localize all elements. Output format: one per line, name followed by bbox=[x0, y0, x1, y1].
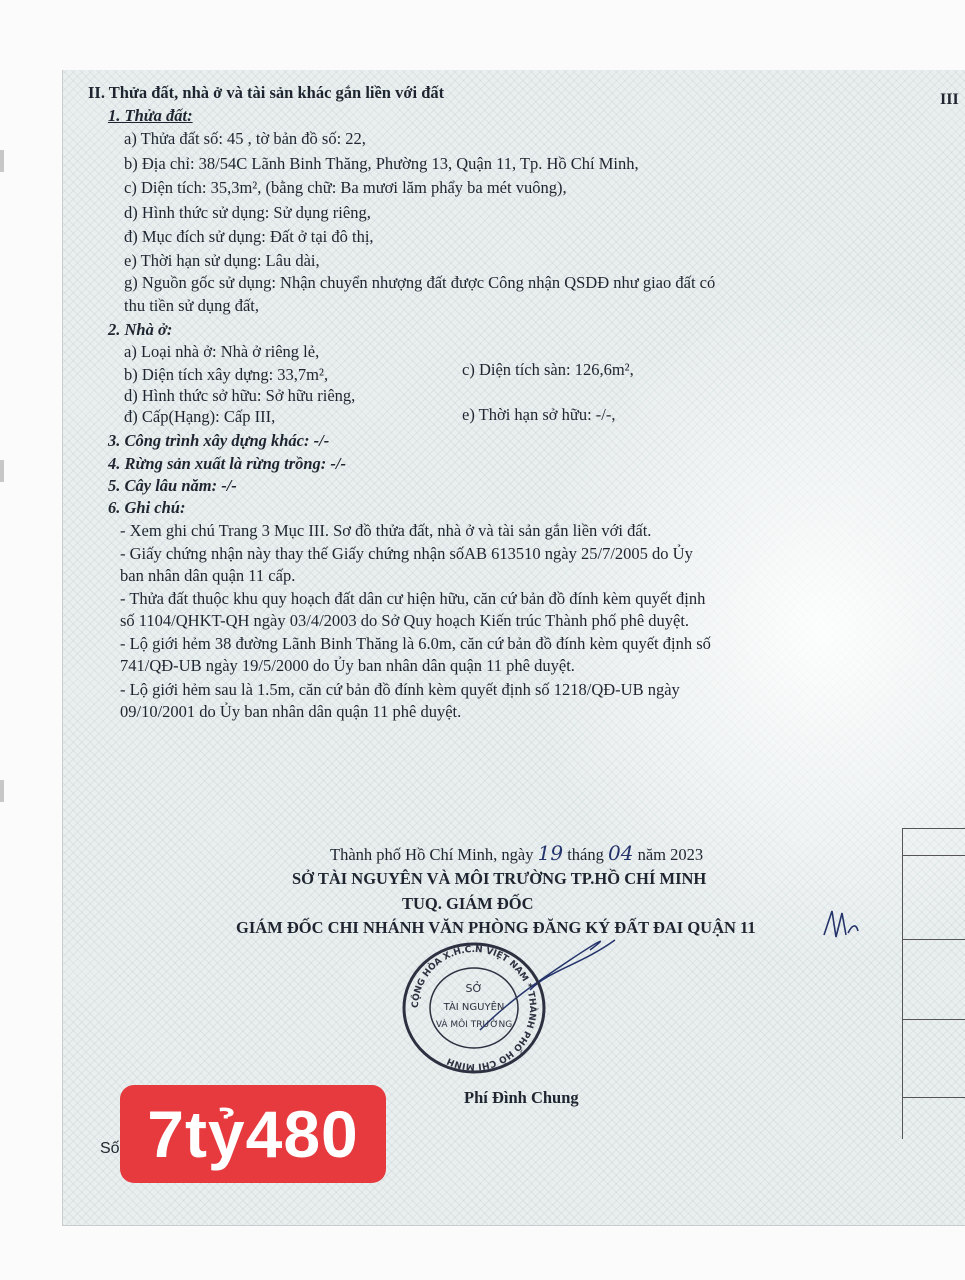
margin-table bbox=[902, 828, 965, 1139]
house-ownership-term: e) Thời hạn sở hữu: -/-, bbox=[462, 405, 616, 424]
seal-center-line: SỞ bbox=[465, 982, 483, 995]
corner-section-label: III bbox=[940, 91, 959, 108]
date-month-word: tháng bbox=[567, 845, 604, 864]
note-line: - Lộ giới hẻm sau là 1.5m, căn cứ bản đồ đính kèm quyết định số 1218/QĐ-UB ngày bbox=[120, 680, 680, 699]
date-prefix: Thành phố Hồ Chí Minh, ngày bbox=[330, 845, 534, 864]
signing-date bbox=[330, 843, 703, 865]
note-line: 741/QĐ-UB ngày 19/5/2000 do Ủy ban nhân dân quận 11 phê duyệt. bbox=[120, 656, 575, 675]
seal-ring-text: CỘNG HÒA X.H.C.N VIỆT NAM * THÀNH PHỐ HỒ CHÍ MINH bbox=[410, 944, 538, 1072]
other-constructions: 3. Công trình xây dựng khác: -/- bbox=[108, 431, 330, 450]
note-line: - Lộ giới hẻm 38 đường Lãnh Binh Thăng là 6.0m, căn cứ bản đồ đính kèm quyết định số bbox=[120, 634, 711, 653]
house-floor-area: c) Diện tích sàn: 126,6m², bbox=[462, 360, 634, 379]
seal-center-line: VÀ MÔI TRƯỜNG bbox=[435, 1020, 513, 1030]
footer-number-label: Số bbox=[100, 1140, 120, 1157]
margin-mark bbox=[0, 460, 4, 482]
note-line: 09/10/2001 do Ủy ban nhân dân quận 11 phê duyệt. bbox=[120, 702, 462, 721]
land-origin-cont: thu tiền sử dụng đất, bbox=[124, 296, 259, 315]
signer-position: GIÁM ĐỐC CHI NHÁNH VĂN PHÒNG ĐĂNG KÝ ĐẤT ĐAI QUẬN 11 bbox=[236, 918, 756, 937]
house-building-area: b) Diện tích xây dựng: 33,7m², bbox=[124, 365, 329, 384]
date-year: năm 2023 bbox=[637, 845, 704, 864]
land-origin: g) Nguồn gốc sử dụng: Nhận chuyển nhượng đất được Công nhận QSDĐ như giao đất có bbox=[124, 273, 716, 292]
note-line: - Thửa đất thuộc khu quy hoạch đất dân cư hiện hữu, căn cứ bản đồ đính kèm quyết định bbox=[120, 589, 706, 608]
note-line: - Giấy chứng nhận này thay thế Giấy chứng nhận sốAB 613510 ngày 25/7/2005 do Ủy bbox=[120, 544, 693, 563]
issuing-organization: SỞ TÀI NGUYÊN VÀ MÔI TRƯỜNG TP.HỒ CHÍ MINH bbox=[292, 869, 707, 888]
seal-center-line: TÀI NGUYÊN bbox=[443, 1002, 505, 1013]
date-day: 19 bbox=[537, 841, 564, 865]
initials-scribble bbox=[820, 905, 860, 945]
land-usage-form: d) Hình thức sử dụng: Sử dụng riêng, bbox=[124, 203, 371, 222]
margin-mark bbox=[0, 150, 4, 172]
house-type: a) Loại nhà ở: Nhà ở riêng lẻ, bbox=[124, 342, 320, 361]
house-ownership-form: d) Hình thức sở hữu: Sở hữu riêng, bbox=[124, 386, 356, 405]
land-parcel-number: a) Thửa đất số: 45 , tờ bản đồ số: 22, bbox=[124, 129, 366, 148]
note-line: số 1104/QHKT-QH ngày 03/4/2003 do Sở Quy hoạch Kiến trúc Thành phố phê duyệt. bbox=[120, 611, 690, 630]
note-line: ban nhân dân quận 11 cấp. bbox=[120, 566, 296, 585]
perennial-trees: 5. Cây lâu năm: -/- bbox=[108, 476, 237, 495]
land-heading: 1. Thửa đất: bbox=[108, 106, 193, 125]
note-line: - Xem ghi chú Trang 3 Mục III. Sơ đồ thửa đất, nhà ở và tài sản gắn liền với đất. bbox=[120, 521, 652, 540]
notes-heading: 6. Ghi chú: bbox=[108, 498, 186, 517]
price-badge: 7tỷ480 bbox=[120, 1085, 386, 1183]
land-usage-purpose: đ) Mục đích sử dụng: Đất ở tại đô thị, bbox=[124, 227, 374, 246]
signer-name: Phí Đình Chung bbox=[464, 1088, 579, 1107]
land-usage-term: e) Thời hạn sử dụng: Lâu dài, bbox=[124, 251, 320, 270]
date-month: 04 bbox=[608, 841, 634, 865]
land-address: b) Địa chỉ: 38/54C Lãnh Binh Thăng, Phường 13, Quận 11, Tp. Hồ Chí Minh, bbox=[124, 154, 639, 173]
official-seal bbox=[398, 938, 550, 1078]
land-area: c) Diện tích: 35,3m², (bằng chữ: Ba mươi lăm phẩy ba mét vuông), bbox=[124, 178, 567, 197]
planted-forest: 4. Rừng sản xuất là rừng trồng: -/- bbox=[108, 454, 346, 473]
house-grade: đ) Cấp(Hạng): Cấp III, bbox=[124, 407, 276, 426]
margin-mark bbox=[0, 780, 4, 802]
house-heading: 2. Nhà ở: bbox=[108, 320, 173, 339]
section-title: II. Thửa đất, nhà ở và tài sản khác gắn liền với đất bbox=[88, 83, 445, 102]
on-behalf-of: TUQ. GIÁM ĐỐC bbox=[402, 894, 534, 913]
